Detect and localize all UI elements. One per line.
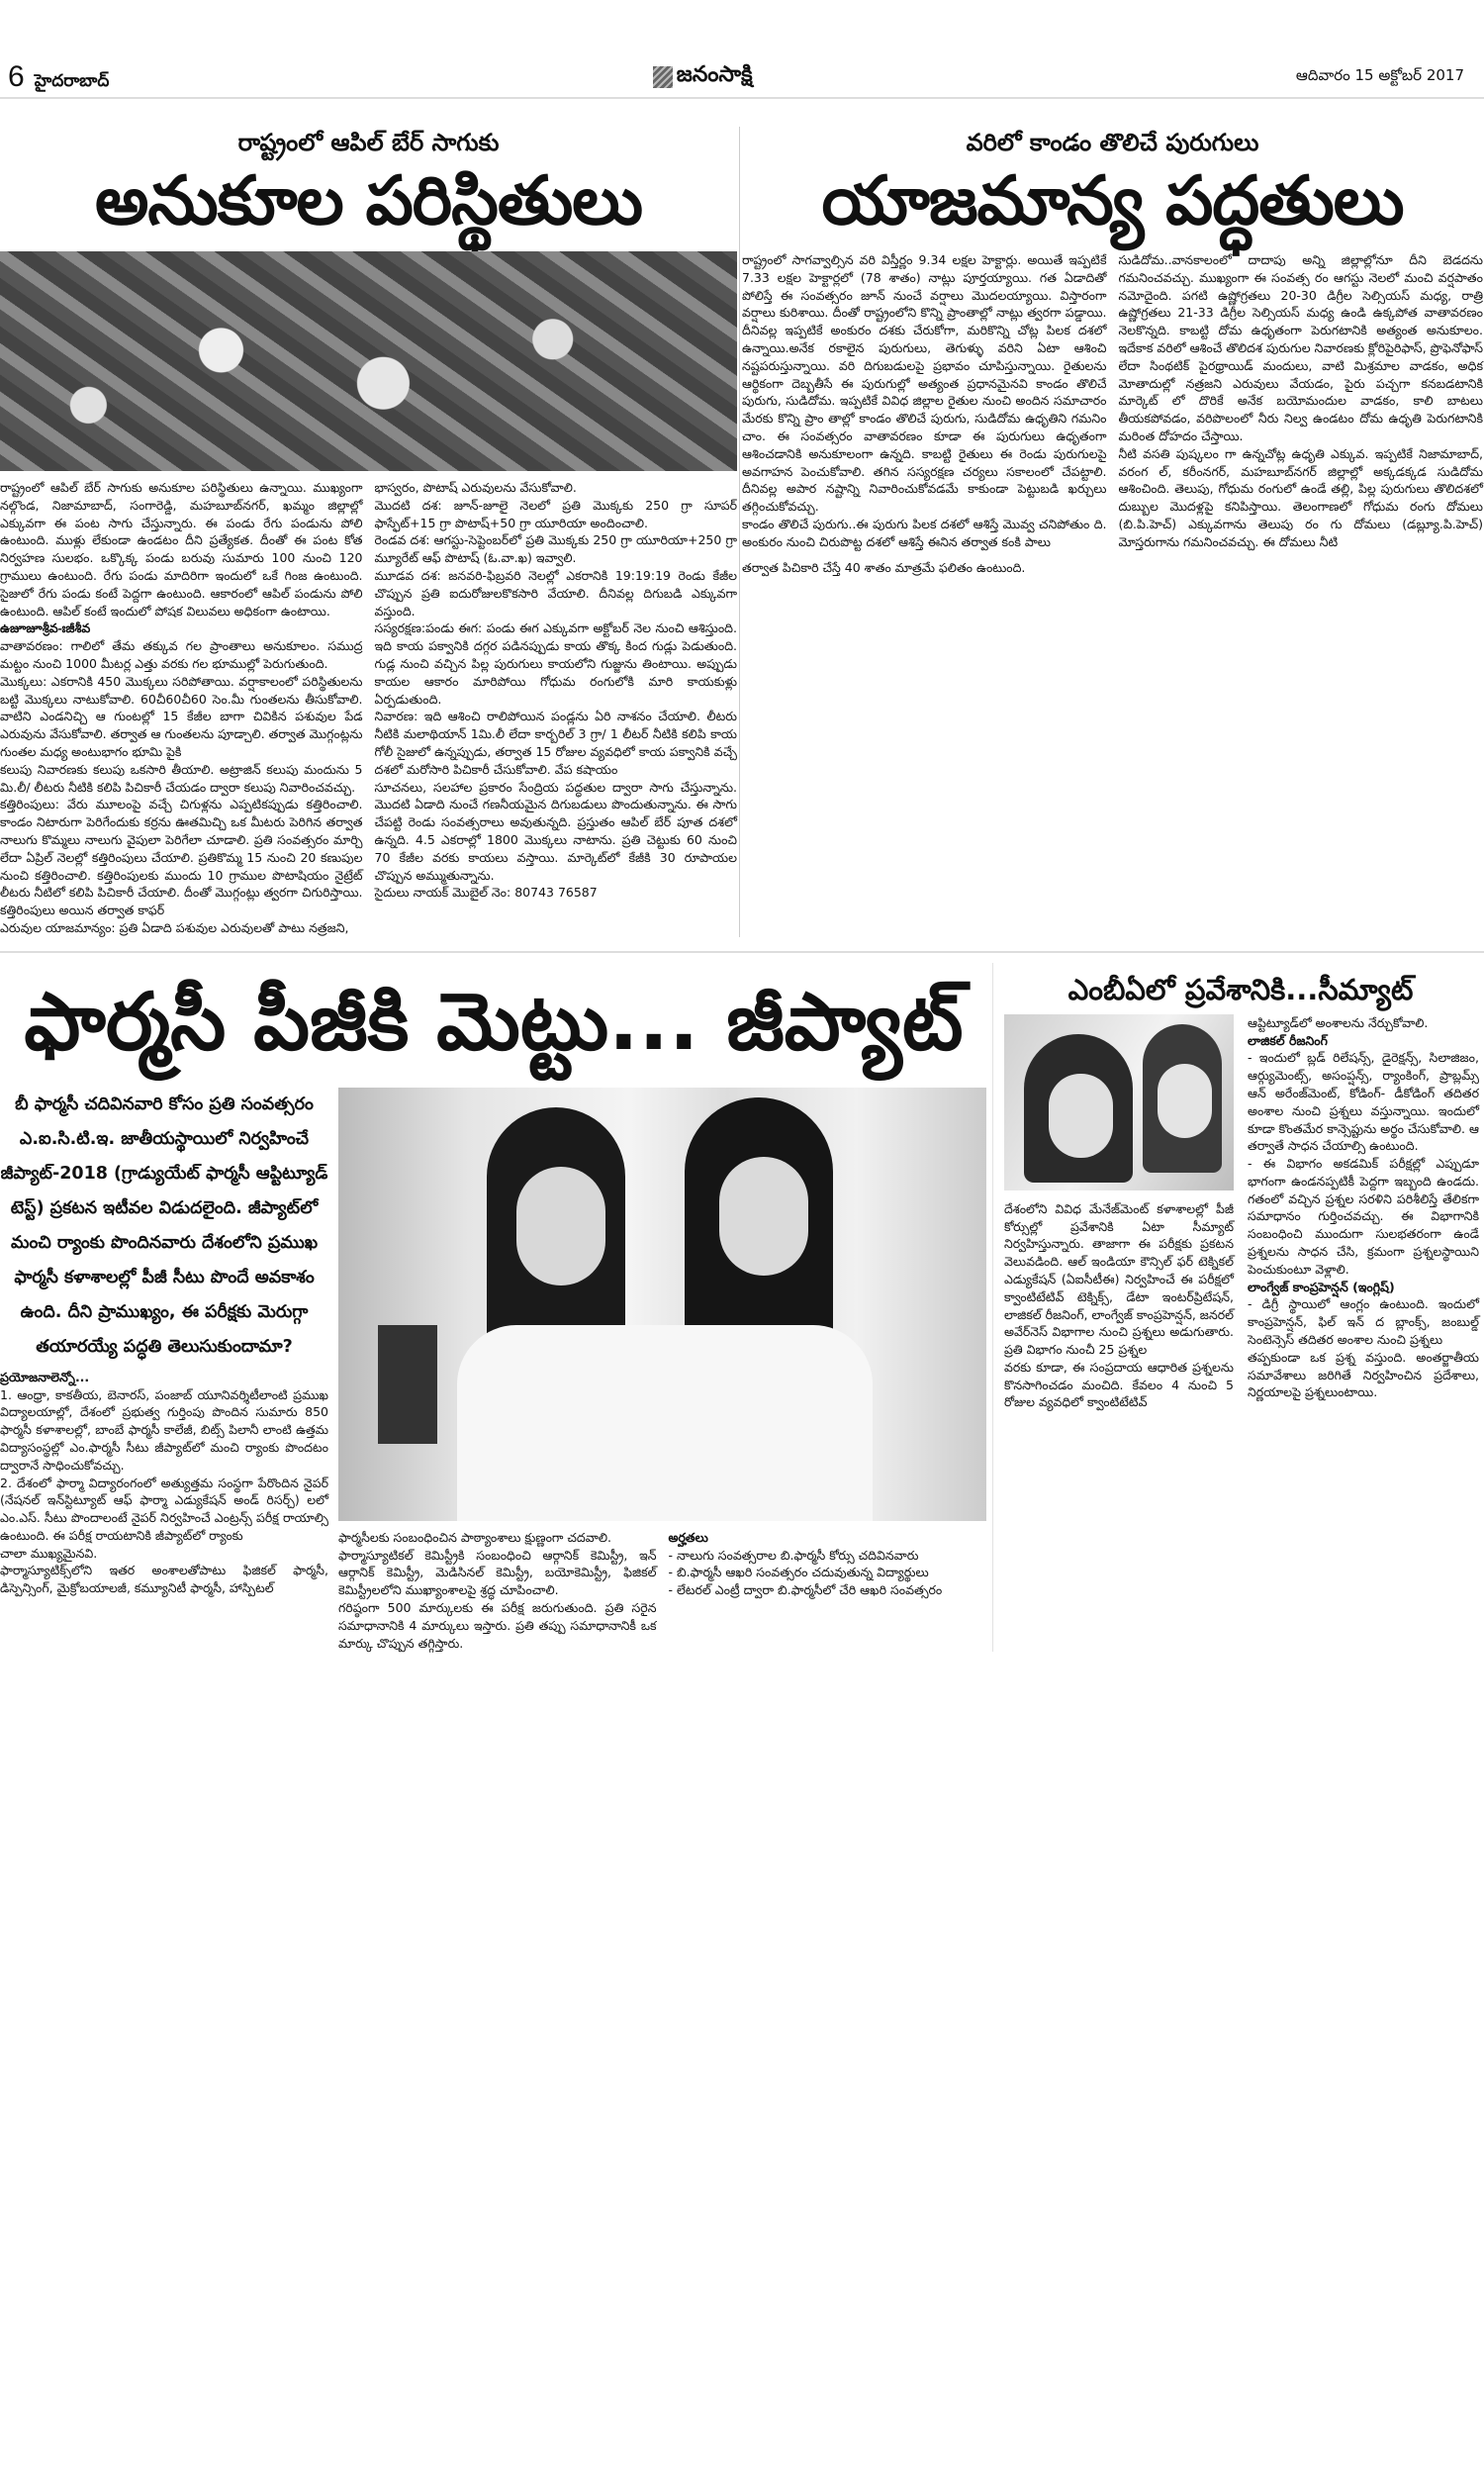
paragraph: మూడవ దశ: జనవరి-ఫిబ్రవరి నెలల్లో ఎకరానికి 19:19:19 రెండు కేజీల చొప్పున ప్రతి ఐదురోజులకొకసారి వేయాలి. దీనివల్ల దిగుబడి ఎక్కువగా వస్తుంది. (374, 567, 737, 619)
paddy-headline: యాజమాన్య పద్ధతులు (821, 162, 1404, 240)
paragraph: - డిగ్రీ స్థాయిలో ఆంగ్లం ఉంటుంది. ఇందులో కాంప్రహెన్షన్, ఫిల్ ఇన్ ద బ్లాంక్స్, జంబుల్డ్ సెంటెన్సెస్ తదితర అంశాల నుంచి ప్రశ్నలు (1248, 1296, 1479, 1348)
apple-article (0, 127, 737, 937)
apple-column-2 (375, 479, 738, 937)
gpat-lower-columns (338, 1529, 986, 1653)
subheading: లాజికల్ రీజనింగ్ (1248, 1032, 1328, 1048)
paragraph: కాండం తొలిచే పురుగు..ఈ పురుగు పిలక దశలో ఆశిస్తే మొవ్వ చనిపోతుం ది. అంకురం నుంచి చిరుపొట్ట దశలో ఆశిస్తే ఈనిన తర్వాత కంకి పాలు (742, 516, 1107, 549)
paragraph: నీటి వసతి పుష్కలం గా ఉన్నచోట్ల ఉధృతి ఎక్కువ. ఇప్పటికే నిజామాబాద్, వరంగ ల్, కరీంనగర్, మహబూబ్‌నగర్ జిల్లాల్లో అక్కడక్కడ సుడిదోమ ఆశించింది. తెలుపు, గోధుమ రంగులో ఉండే తల్లి, పిల్ల పురుగులు తొలిదశలో దుబ్బుల మొదళ్లపై కనిపిస్తాయి. తెలంగాణలో గోధుమ రంగు దోమలు (బి.పి.హెచ్) ఎక్కువగాను తెలుపు రం గు దోమలు (డబ్ల్యూ.పి.హెచ్) మోస్తరుగాను గమనించవచ్చు. ఈ దోమలు నీటి (1118, 445, 1483, 549)
paragraph: ఫార్మాస్యూటిక్స్‌లోని ఇతర అంశాలతోపాటు ఫిజికల్ ఫార్మసీ, డిస్పెన్సింగ్, మైక్రోబయాలజీ, కమ్యూనిటీ ఫార్మసీ, హాస్పిటల్ (0, 1563, 328, 1596)
paragraph: సుడిదోమ..వానకాలంలో దాదాపు అన్ని జిల్లాల్లోనూ దీని బెడదను గమనించవచ్చు. ముఖ్యంగా ఈ సంవత్స రం ఆగస్టు నెలలో మంచి వర్షపాతం నమోదైంది. పగటి ఉష్ణోగ్రతలు 20-30 డిగ్రీల సెల్సియస్ మధ్య, రాత్రి ఉష్ణోగ్రతలు 21-33 డిగ్రీల సెల్సియస్ మధ్య ఉండి ఉక్కపోత వాతావరణం నెలకొన్నది. కాబట్టి దోమ ఉధృతంగా పెరుగటానికి అత్యంత అనుకూలం. ఇదేకాక వరిలో ఆశించే తొలిదశ పురుగుల నివారణకు క్లోరిపైరిఫాస్, ప్రొఫెనోఫాస్ లేదా సింథటిక్ పైరథ్రాయిడ్ మందులు, వాటి మిశ్రమాల వాడకం, అధిక మోతాదుల్లో నత్రజని ఎరువులు వేయడం, పైరు పచ్చగా కనబడటానికి మార్కెట్ లో దొరికే అనేక బయోమందుల వాడకం, కాలి బాటలు తీయకపోవడం, వరిపొలంలో నీరు నిల్వ ఉండటం దోమ ఉధృతి పెరుగటానికి మరింత దోహదం చేస్తాయి. (1118, 252, 1483, 443)
subheading: అర్హతలు (668, 1529, 708, 1545)
reagent-bottle (378, 1325, 437, 1444)
student-face (719, 1157, 808, 1276)
paragraph: వాతావరణం: గాలిలో తేమ తక్కువ గల ప్రాంతాలు అనుకూలం. సముద్ర మట్టం నుంచి 1000 మీటర్ల ఎత్తు వరకు గల భూముల్లో పెరుగుతుంది. (0, 638, 363, 671)
gpat-column-2 (338, 1529, 657, 1653)
paragraph: ఆప్టిట్యూడ్‌లో అంశాలను నేర్చుకోవాలి. (1248, 1014, 1429, 1030)
paragraph: ఎరువుల యాజమాన్యం: ప్రతి ఏడాది పశువుల ఎరువులతో పాటు నత్రజని, (0, 919, 349, 935)
paragraph: కలుపు నివారణకు కలుపు ఒకసారి తీయాలి. అట్రాజిన్ కలుపు మందును 5 మి.లీ/ లీటరు నీటికి కలిపి పిచికారీ చేయడం ద్వారా కలుపు నివారించవచ్చు. (0, 761, 363, 795)
gpat-column-3 (669, 1529, 987, 1653)
subheading: లాంగ్వేజ్ కాంప్రహెన్షన్ (ఇంగ్లిష్) (1248, 1279, 1395, 1294)
paragraph: చాలా ముఖ్యమైనవి. (0, 1545, 98, 1561)
women-with-tablet-photo (1004, 1014, 1234, 1190)
gpat-body (0, 1088, 987, 1653)
paragraph: మొదటి దశ: జూన్-జూలై నెలలో ప్రతి మొక్కకు 250 గ్రా సూపర్ ఫాస్ఫేట్+15 గ్రా పొటాష్+50 గ్రా యూరియా అందించాలి. (374, 497, 737, 530)
paddy-column-1 (742, 251, 1107, 576)
apple-ber-photo (0, 251, 737, 471)
paragraph: నివారణ: ఇది ఆశించి రాలిపోయిన పండ్లను ఏరి నాశనం చేయాలి. లీటరు నీటికి మలాథియాన్ 1మి.లీ లేదా కార్బరిల్ 3 గ్రా/ 1 లీటర్ నీటికి కలిపి కాయ గోలీ సైజులో ఉన్నప్పుడు, తర్వాత 15 రోజుల వ్యవధిలో కాయ పక్వానికి వచ్చే దశలో మరోసారి పిచికారీ చేసుకోవాలి. వేప కషాయం (374, 709, 737, 777)
masthead-divider (0, 97, 1484, 99)
student-face (516, 1167, 605, 1285)
paragraph: తప్పకుండా ఒక ప్రశ్న వస్తుంది. అంతర్జాతీయ సమావేశాలు జరిగితే నిర్వహించిన ప్రదేశాలు, నిర్ణయాలపై ప్రశ్నలుంటాయి. (1248, 1349, 1479, 1400)
students-lab-photo (338, 1088, 986, 1521)
cmat-headline: ఎంబీఏలో ప్రవేశానికి...సీమ్యాట్ (1067, 972, 1414, 1006)
top-section (0, 127, 1484, 937)
paragraph: వరకు కూడా, ఈ సంప్రదాయ ఆధారిత ప్రశ్నలను కొనసాగించడం మంచిది. కేవలం 4 నుంచి 5 రోజుల వ్యవధిలో క్వాంటిటేటివ్ (1004, 1359, 1234, 1410)
subheading: ప్రయోజనాలెన్నో... (0, 1369, 90, 1384)
paragraph: కత్తిరింపులు: వేరు మూలంపై వచ్చే చిగుళ్లను ఎప్పటికప్పుడు కత్తిరించాలి. కాండం నిటారుగా పెరిగేందుకు కర్రను ఊతమిచ్చి ఒక మీటరు పెరిగిన తర్వాత నాలుగు కొమ్మలు నాలుగు వైపులా పెరిగేలా చూడాలి. ప్రతి సంవత్సరం మార్చి లేదా ఏప్రిల్ నెలల్లో కత్తిరింపులు చేయాలి. ప్రతికొమ్మ 15 నుంచి 20 కణుపుల నుంచి కత్తిరించాలి. కత్తిరింపులకు ముందు 10 గ్రాముల పొటాషియం నైట్రేట్ లీటరు నీటిలో కలిపి పిచికారీ చేయాలి. దీంతో మొగ్గంట్లు త్వరగా చిగురిస్తాయి. కత్తిరింపులు అయిన తర్వాత కాఫర్ (0, 797, 363, 918)
column-divider (739, 127, 740, 937)
apple-headline: అనుకూల పరిస్థితులు (94, 162, 643, 240)
paper-name: జనంసాక్షి (676, 62, 753, 87)
apple-kicker: రాష్ట్రంలో ఆపిల్ బేర్ సాగుకు (237, 129, 500, 156)
lab-coat (457, 1325, 873, 1521)
apple-column-1 (0, 479, 363, 937)
cmat-left (1004, 1014, 1234, 1412)
paddy-article (742, 127, 1483, 937)
column-divider (992, 963, 993, 1653)
cmat-body (998, 1014, 1483, 1412)
logo-mark-icon (653, 66, 673, 88)
masthead (0, 57, 1484, 97)
gpat-intro: బీ ఫార్మసీ చదివినవారి కోసం ప్రతి సంవత్సరం ఎ.ఐ.సి.టి.ఇ. జాతీయస్థాయిలో నిర్వహించే జీప్యాట్-2018 (గ్రాడ్యుయేట్ ఫార్మసీ ఆప్టిట్యూడ్ టెస్ట్) ప్రకటన ఇటీవల విడుదలైంది. జీప్యాట్‌లో మంచి ర్యాంకు పొందినవారు దేశంలోని ప్రముఖ ఫార్మసీ కళాశాలల్లో పీజీ సీటు పొందే అవకాశం ఉంది. దీని ప్రాముఖ్యం, ఈ పరీక్షకు మెరుగ్గా తయారయ్యే పద్ధతి తెలుసుకుందామా? (0, 1094, 328, 1357)
list-item: - బి.ఫార్మసీ ఆఖరి సంవత్సరం చదువుతున్న విద్యార్థులు (668, 1565, 929, 1580)
gpat-right (338, 1088, 986, 1653)
paragraph: తర్వాత పిచికారి చేస్తే 40 శాతం మాత్రమే ఫలితం ఉంటుంది. (742, 559, 1026, 575)
cmat-column-1 (1004, 1200, 1234, 1412)
paragraph: భాస్వరం, పొటాష్ ఎరువులను వేసుకోవాలి. (374, 480, 577, 495)
paper-logo (653, 62, 753, 92)
edition-name: హైదరాబాద్ (34, 70, 110, 91)
paragraph: - ఈ విభాగం అకడమిక్ పరీక్షల్లో ఎప్పుడూ భాగంగా ఉండనప్పటికీ పెద్దగా ఇబ్బంది ఉండదు. గతంలో వచ్చిన ప్రశ్నల సరళిని పరిశీలిస్తే తేలికగా సమాధానం గుర్తించవచ్చు. ఈ విభాగానికి సంబంధించి ముందుగా సులభతరంగా ఉండే ప్రశ్నలను సాధన చేసి, క్రమంగా ప్రశ్నలస్థాయిని పెంచుకుంటూ వెళ్లాలి. (1248, 1156, 1479, 1277)
paragraph: దేశంలోని వివిధ మేనేజ్‌మెంట్ కళాశాలల్లో పీజీ కోర్సుల్లో ప్రవేశానికి ఏటా సీమ్యాట్ నిర్వహిస్తున్నారు. తాజాగా ఈ పరీక్షకు ప్రకటన వెలువడింది. ఆల్ ఇండియా కౌన్సిల్ ఫర్ టెక్నికల్ ఎడ్యుకేషన్ (ఏఐసీటీఈ) నిర్వహించే ఈ పరీక్షలో క్వాంటిటేటివ్ టెక్నిక్స్, డేటా ఇంటర్‌ప్రిటేషన్, లాజికల్ రీజనింగ్, లాంగ్వేజ్ కాంప్రహెన్షన్, జనరల్ అవేర్‌నెస్ విభాగాల నుంచి ప్రశ్నలు అడుగుతారు. ప్రతి విభాగం నుంచీ 25 ప్రశ్నల (1004, 1200, 1234, 1358)
paddy-column-2 (1119, 251, 1484, 576)
gpat-article (0, 963, 987, 1653)
paragraph: గరిష్ఠంగా 500 మార్కులకు ఈ పరీక్ష జరుగుతుంది. ప్రతి సరైన సమాధానానికి 4 మార్కులు ఇస్తారు. ప్రతి తప్పు సమాధానానికీ ఒక మార్కు చొప్పున తగ్గిస్తారు. (338, 1599, 657, 1651)
issue-date: ఆదివారం 15 అక్టోబర్ 2017 (1295, 66, 1464, 84)
paragraph: - ఇందులో బ్లడ్ రిలేషన్స్, డైరెక్షన్స్, సిలాజిజం, ఆర్గ్యుమెంట్స్, అసంప్షన్స్, ర్యాంకింగ్, ప్రాబ్లమ్స్ ఆన్ అరేంజ్‌మెంట్, కోడింగ్- డీకోడింగ్ తదితర అంశాల నుంచి ప్రశ్నలు వస్తున్నాయి. ఇందులో కూడా కొంతమేర కాన్సెప్టును అర్థం చేసుకోవాలి. ఆ తర్వాతే సాధన చేయాల్సి ఉంటుంది. (1248, 1050, 1479, 1154)
paddy-kicker: వరిలో కాండం తొలిచే పురుగులు (966, 129, 1259, 156)
list-item: - నాలుగు సంవత్సరాల బి.ఫార్మసీ కోర్సు చదివినవారు (668, 1547, 919, 1563)
masthead-left (8, 60, 109, 95)
paragraph: రెండవ దశ: ఆగస్టు-సెప్టెంబర్‌లో ప్రతి మొక్కకు 250 గ్రా యూరియా+250 గ్రా మ్యూరేట్ ఆఫ్ పొటాష్ (ఓ.వా.ఖ) ఇవ్వాలి. (374, 532, 737, 566)
paragraph: ఫార్మసీలకు సంబంధించిన పాఠ్యాంశాలు క్షుణ్ణంగా చదవాలి. (338, 1529, 611, 1545)
page-number: 6 (8, 59, 25, 93)
paragraph: రాష్ట్రంలో సాగవ్వాల్సిన వరి విస్తీర్ణం 9.34 లక్షల హెక్టార్లు. అయితే ఇప్పటికే 7.33 లక్షల హెక్టార్లలో (78 శాతం) నాట్లు పూర్తయ్యాయి. గత ఏడాదితో పోలిస్తే ఈ సంవత్సరం జూన్ నుంచే వర్షాలు మొదలయ్యాయి. విస్తారంగా వర్షాలు కురిశాయి. దీంతో రాష్ట్రంలోని కొన్ని ప్రాంతాల్లో నాట్లు త్వరగా పడ్డాయి. దీనివల్ల ఇప్పటికే అంకురం దశకు చేరుకోగా, మరికొన్ని చోట్ల పిలక దశలో ఉన్నాయి.అనేక రకాలైన పురుగులు, తెగుళ్ళు వరిని ఏటా ఆశించి నష్టపరుస్తున్నాయి. వరి దిగుబడులపై ప్రభావం చూపిస్తున్నాయి. రైతులను ఆర్థికంగా దెబ్బతీసే ఈ పురుగుల్లో అత్యంత ప్రధానమైనవి కాండం తొలిచే పురుగు, సుడిదోమ. ఇప్పటికే వివిధ జిల్లాల రైతుల నుంచి అందిన సమాచారం మేరకు కొన్ని ప్రాం తాల్లో కాండం తొలిచే పురుగు, సుడిదోమ ఉధృతిని గమనిం చాం. ఈ సంవత్సరం వాతావరణం కూడా ఈ పురుగులు ఉధృతంగా ఆశించడానికి అనుకూలంగా ఉన్నది. కాబట్టి రైతులు ఈ రెండు పురుగులపై అవగాహన పెంచుకోవాలి. తగిన సస్యరక్షణ చర్యలు సకాలంలో చేపట్టాలి. దీనివల్ల అపార నష్టాన్ని నివారించుకోవడమే కాకుండా పెట్టుబడి ఖర్చులు తగ్గించుకోవచ్చు. (742, 252, 1107, 515)
paddy-columns (742, 251, 1483, 576)
list-item: - లేటరల్ ఎంట్రీ ద్వారా బి.ఫార్మసీలో చేరి ఆఖరి సంవత్సరం (668, 1582, 943, 1598)
apple-columns (0, 479, 737, 937)
paragraph: సస్యరక్షణ:పండు ఈగ: పండు ఈగ ఎక్కువగా అక్టోబర్ నెల నుంచి ఆశిస్తుంది. ఇది కాయ పక్వానికి దగ్గర పడినప్పుడు కాయ తొక్క కింద గుడ్లు పెడుతుంది. గుడ్ల నుంచి వచ్చిన పిల్ల పురుగులు కాయలోని గుజ్జును తింటాయి. అప్పుడు కాయల ఆకారం మారిపోయి గోధుమ రంగులోకి మారి కాయకుళ్లు ఏర్పడుతుంది. (374, 620, 737, 707)
paragraph: 2. దేశంలో ఫార్మా విద్యారంగంలో అత్యుత్తమ సంస్థగా పేరొందిన నైపర్ (నేషనల్ ఇన్‌స్టిట్యూట్ ఆఫ్ ఫార్మా ఎడ్యుకేషన్ అండ్ రిసర్చ్) లలో ఎం.ఎస్. సీటు పొందాలంటే నైపర్ నిర్వహించే ఎంట్రన్స్ పరీక్ష రాయాల్సి ఉంటుంది. ఈ పరీక్ష రాయటానికి జీప్యాట్‌లో ర్యాంకు (0, 1475, 328, 1543)
subheading: ఉజూజూశ్రీవ-ఃజీశీవ (0, 620, 91, 636)
gpat-left (0, 1088, 328, 1653)
section-divider (0, 951, 1484, 953)
gpat-headline: ఫార్మసీ పీజీకి మెట్టు... జీప్యాట్ (24, 975, 964, 1068)
paragraph: సూచనలు, సలహాల ప్రకారం సేంద్రియ పద్ధతుల ద్వారా సాగు చేస్తున్నాను. మొదటి ఏడాది నుంచే గణనీయమైన దిగుబడులు పొందుతున్నాను. ఈ సాగు చేపట్టి రెండు సంవత్సరాలు అవుతున్నది. ప్రస్తుతం ఆపిల్ బేర్ పూత దశలో ఉన్నది. 4.5 ఎకరాల్లో 1800 మొక్కలు నాటాను. ప్రతి చెట్టుకు 60 నుంచి 70 కేజీల వరకు కాయలు వస్తాయి. మార్కెట్‌లో కేజీకి 30 రూపాయల చొప్పున అమ్ముతున్నాను. (374, 779, 737, 883)
bottom-section (0, 963, 1484, 1653)
paragraph: రాష్ట్రంలో ఆపిల్ బేర్ సాగుకు అనుకూల పరిస్థితులు ఉన్నాయి. ముఖ్యంగా నల్గొండ, నిజామాబాద్, సంగారెడ్డి, మహబూబ్‌నగర్, ఖమ్మం జిల్లాల్లో ఎక్కువగా ఈ పంట సాగు చేస్తున్నారు. ఈ పండు రేగు పండును పోలి ఉంటుంది. ముళ్లు లేకుండా ఉండటం దీని ప్రత్యేకత. దీంతో ఈ పంట కోత నిర్వహణ సులభం. ఒక్కొక్క పండు బరువు సుమారు 100 నుంచి 120 గ్రాములు ఉంటుంది. రేగు పండు మాదిరిగా ఇందులో ఒకే గింజ ఉంటుంది. సైజులో రేగు పండు కంటే పెద్దగా ఉంటుంది. ఆకారంలో ఆపిల్ పండును పోలి ఉంటుంది. ఆపిల్ కంటే ఇందులో పోషక విలువలు అధికంగా ఉంటాయి. (0, 480, 363, 619)
cmat-article (998, 963, 1483, 1653)
paragraph: 1. ఆంధ్రా, కాకతీయ, బెనారస్, పంజాబ్ యూనివర్శిటీలాంటి ప్రముఖ విద్యాలయాల్లో, దేశంలో ప్రభుత్వ గుర్తింపు పొందిన సుమారు 850 ఫార్మసీ కళాశాలల్లో, బాంబే ఫార్మసీ కాలేజీ, బిట్స్ పిలానీ లాంటి ఉత్తమ విద్యాసంస్థల్లో ఎం.ఫార్మసీ సీటు జీప్యాట్‌లో మంచి ర్యాంకు పొందటం ద్వారానే సాధించుకోవచ్చు. (0, 1386, 328, 1473)
cmat-column-2 (1248, 1014, 1479, 1412)
byline: సైదులు నాయక్ మొబైల్ నెం: 80743 76587 (374, 885, 598, 901)
gpat-column-1 (0, 1369, 328, 1597)
woman-face (1049, 1074, 1113, 1158)
paragraph: మొక్కలు: ఎకరానికి 450 మొక్కలు సరిపోతాయి. వర్షాకాలంలో పరిస్థితులను బట్టి మొక్కలు నాటుకోవాలి. 60చీ60చీ60 సెం.మీ గుంతలను తీసుకోవాలి. వాటిని ఎండనిచ్చి ఆ గుంటల్లో 15 కేజీల బాగా చివికిన పశువుల పేడ ఎరువును వేసుకోవాలి. తర్వాత ఆ గుంతలను పూడ్చాలి. తర్వాత మొగ్గంట్లను గుంతల మధ్య అంటుభాగం భూమి పైకి (0, 673, 363, 759)
woman-face (1158, 1064, 1212, 1138)
paragraph: ఫార్మాస్యూటికల్ కెమిస్ట్రీకి సంబంధించి ఆర్గానిక్ కెమిస్ట్రీ, ఇన్ ఆర్గానిక్ కెమిస్ట్రీ, మెడిసినల్ కెమిస్ట్రీ, బయోకెమిస్ట్రీ, ఫిజికల్ కెమిస్ట్రీలలోని ముఖ్యాంశాలపై శ్రద్ధ చూపించాలి. (338, 1547, 657, 1598)
